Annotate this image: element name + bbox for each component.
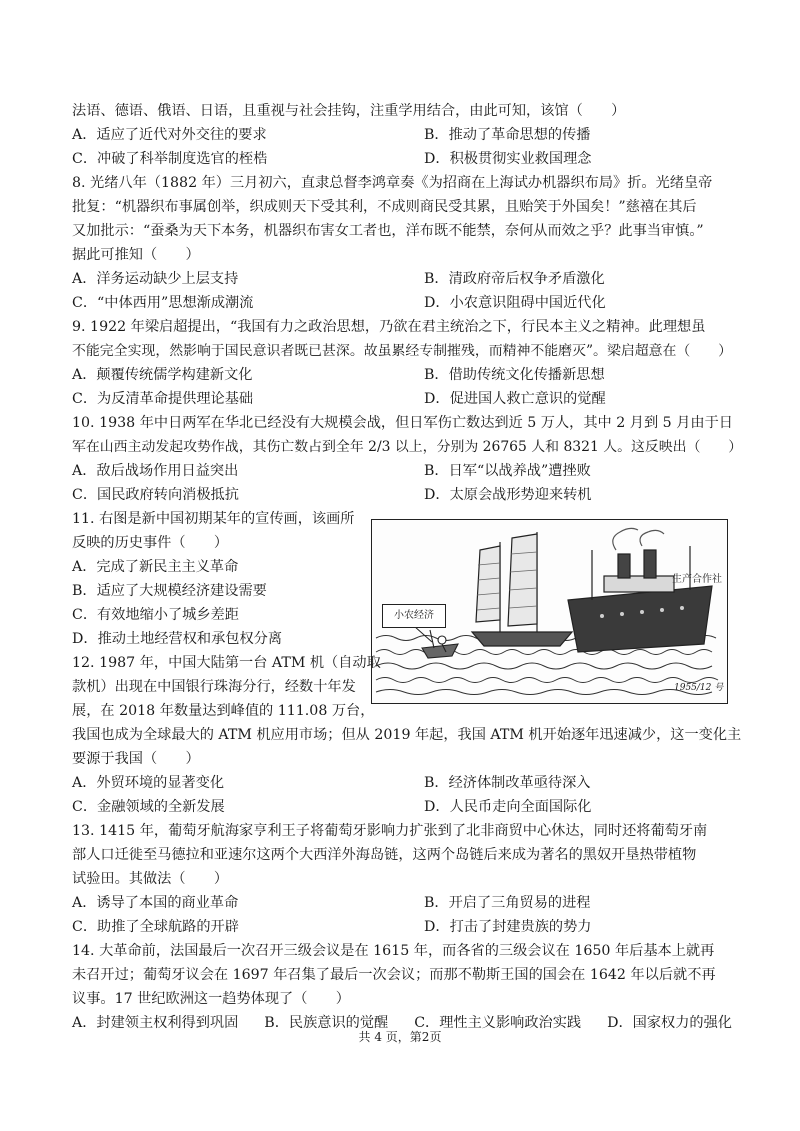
q14-option-b: B．民族意识的觉醒 <box>264 1015 389 1031</box>
q12-stem-line: 12. 1987 年，中国大陆第一台 ATM 机（自动取 <box>72 655 381 671</box>
q11-option-c: C．有效地缩小了城乡差距 <box>72 607 239 623</box>
q9-option-a: A．颠覆传统儒学构建新文化 <box>72 367 253 383</box>
q13-option-d: D．打击了封建贵族的势力 <box>424 919 592 935</box>
q10-option-b: B．日军“以战养战”遭挫败 <box>424 463 591 479</box>
q10-stem-line: 10. 1938 年中日两军在华北已经没有大规模会战，但日军伤亡数达到近 5 万人，其中 2 月到 5 月由于日 <box>72 415 733 431</box>
page-footer: 共 4 页，第2页 <box>358 1030 442 1044</box>
q10-option-c: C．国民政府转向消极抵抗 <box>72 487 239 503</box>
q14-option-c: C．理性主义影响政治实践 <box>414 1015 582 1031</box>
propaganda-illustration <box>371 519 728 704</box>
small-peasant-economy-label: 小农经济 <box>382 604 446 628</box>
q12-option-d: D．人民币走向全面国际化 <box>424 799 592 815</box>
q9-option-b: B．借助传统文化传播新思想 <box>424 367 605 383</box>
q13-option-a: A．诱导了本国的商业革命 <box>72 895 239 911</box>
q7-option-d: D．积极贯彻实业救国理念 <box>424 151 592 167</box>
q12-option-a: A．外贸环境的显著变化 <box>72 775 225 791</box>
cooperative-label: 生产合作社 <box>672 574 722 585</box>
q8-option-a: A．洋务运动缺少上层支持 <box>72 271 239 287</box>
q13-option-b: B．开启了三角贸易的进程 <box>424 895 591 911</box>
q12-stem-line: 展，在 2018 年数量达到峰值的 111.08 万台， <box>72 703 375 719</box>
q13-option-c: C．助推了全球航路的开辟 <box>72 919 239 935</box>
q13-stem-line: 13. 1415 年，葡萄牙航海家亨利王子将葡萄牙影响力扩张到了北非商贸中心休达，同时还将葡萄牙南 <box>72 823 708 839</box>
q7-option-c: C．冲破了科举制度选官的桎梏 <box>72 151 268 167</box>
q12-option-c: C．金融领域的全新发展 <box>72 799 225 815</box>
q7-option-b: B．推动了革命思想的传播 <box>424 127 591 143</box>
junk-boat <box>472 532 572 646</box>
q11-stem-line: 11. 右图是新中国初期某年的宣传画，该画所 <box>72 511 355 527</box>
q8-stem-line: 据此可推知（ ） <box>72 247 200 263</box>
steamship <box>568 528 712 652</box>
q12-stem-line: 款机）出现在中国银行珠海分行，经数十年发 <box>72 679 356 695</box>
q9-stem-line: 不能完全实现，然影响于国民意识者既已甚深。故虽累经专制摧残，而精神不能磨灭”。梁启超意在（ ） <box>72 343 732 359</box>
q11-option-d: D．推动土地经营权和承包权分离 <box>72 631 283 647</box>
q11-stem-line: 反映的历史事件（ ） <box>72 535 229 551</box>
q10-option-a: A．敌后战场作用日益突出 <box>72 463 239 479</box>
small-boat <box>422 630 458 658</box>
q8-stem-line: 又加批示：“蚕桑为天下本务，机器织布害女工者也，洋布既不能禁，奈何从而效之乎？此事当审慎。” <box>72 223 704 239</box>
q14-stem-line: 未召开过；葡萄牙议会在 1697 年召集了最后一次会议；而那不勒斯王国的国会在 1642 年以后就不再 <box>72 967 716 983</box>
q14-option-a: A．封建领主权利得到巩固 <box>72 1015 239 1031</box>
q14-option-d: D．国家权力的强化 <box>607 1015 732 1031</box>
q13-stem-line: 部人口迁徙至马德拉和亚速尔这两个大西洋外海岛链，这两个岛链后来成为著名的黑奴开垦热带植物 <box>72 847 697 863</box>
q7-stem-end: 法语、德语、俄语、日语，且重视与社会挂钩，注重学用结合，由此可知，该馆（ ） <box>72 103 626 119</box>
q9-option-d: D．促进国人救亡意识的觉醒 <box>424 391 606 407</box>
q9-option-c: C．为反清革命提供理论基础 <box>72 391 254 407</box>
label-pointer <box>414 626 432 642</box>
q12-stem-line: 要源于我国（ ） <box>72 751 200 767</box>
q8-stem-line: 批复：“机器织布事属创举，织成则天下受其利，不成则商民受其累，且贻笑于外国矣！”慈禧在其后 <box>72 199 697 215</box>
q8-option-b: B．清政府帝后权争矛盾激化 <box>424 271 605 287</box>
date-mark: 1955/12 号 <box>674 683 724 693</box>
q12-stem-line: 我国也成为全球最大的 ATM 机应用市场；但从 2019 年起，我国 ATM 机开始逐年迅速减少，这一变化主 <box>72 727 742 743</box>
q9-stem-line: 9. 1922 年梁启超提出，“我国有力之政治思想，乃欲在君主统治之下，行民本主义之精神。此理想虽 <box>72 319 706 335</box>
q11-option-a: A．完成了新民主主义革命 <box>72 559 239 575</box>
q14-stem-line: 14. 大革命前，法国最后一次召开三级会议是在 1615 年，而各省的三级会议在 1650 年后基本上就再 <box>72 943 715 959</box>
q8-stem-line: 8. 光绪八年（1882 年）三月初六，直隶总督李鸿章奏《为招商在上海试办机器织布局》折。光绪皇帝 <box>72 175 713 191</box>
q8-option-d: D．小农意识阻碍中国近代化 <box>424 295 606 311</box>
q7-option-a: A．适应了近代对外交往的要求 <box>72 127 267 143</box>
q11-option-b: B．适应了大规模经济建设需要 <box>72 583 267 599</box>
q10-stem-line: 军在山西主动发起攻势作战，其伤亡数占到全年 2/3 以上，分别为 26765 人和 8321 人。这反映出（ ） <box>72 439 743 455</box>
q12-option-b: B．经济体制改革亟待深入 <box>424 775 591 791</box>
q13-stem-line: 试验田。其做法（ ） <box>72 871 229 887</box>
q8-option-c: C．“中体西用”思想渐成潮流 <box>72 295 254 311</box>
q14-stem-line: 议事。17 世纪欧洲这一趋势体现了（ ） <box>72 991 350 1007</box>
q10-option-d: D．太原会战形势迎来转机 <box>424 487 592 503</box>
